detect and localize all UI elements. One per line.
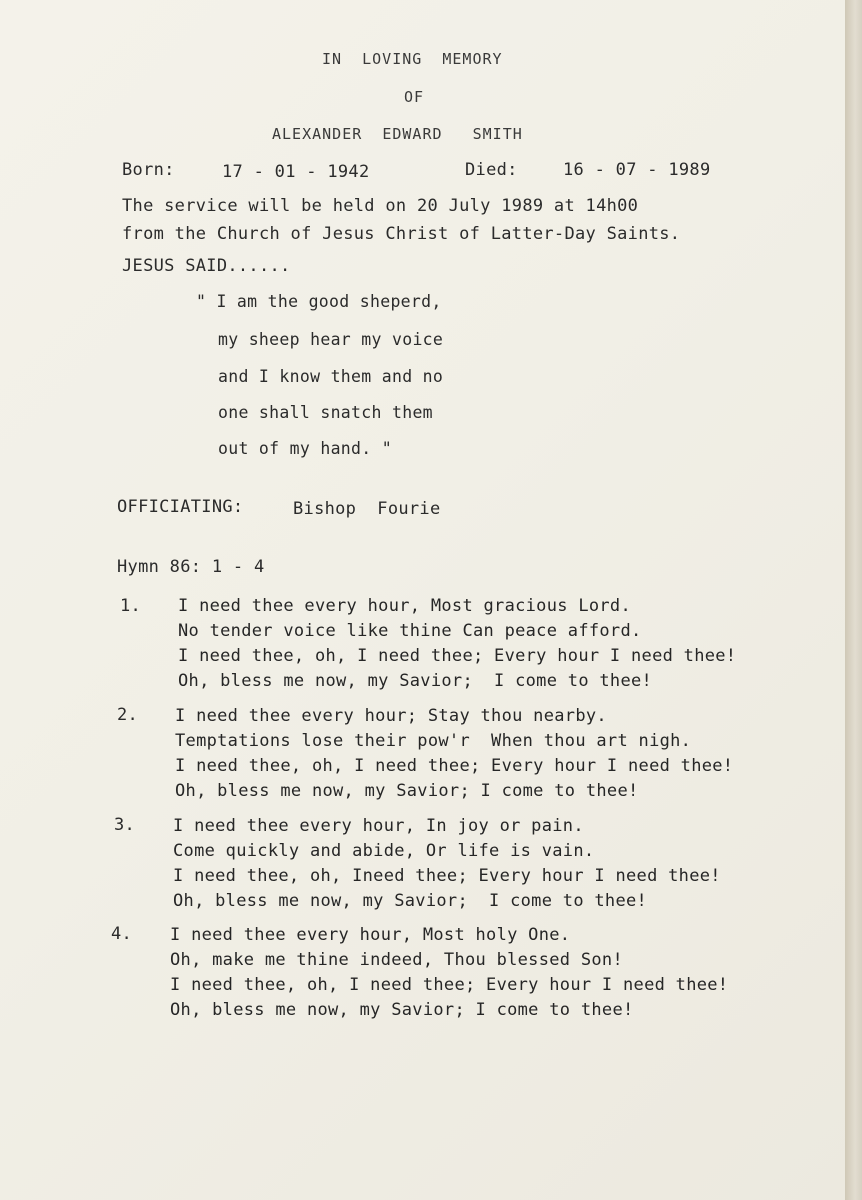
scripture-line: and I know them and no (218, 367, 444, 386)
verse-line: Oh, bless me now, my Savior; I come to thee! (178, 671, 653, 691)
verse-line: Oh, bless me now, my Savior; I come to thee! (173, 891, 648, 911)
page-edge (845, 0, 862, 1200)
verse-line: I need thee every hour, Most gracious Lord. (178, 596, 631, 616)
service-line-1: The service will be held on 20 July 1989 at 14h00 (122, 196, 639, 216)
died-value: 16 - 07 - 1989 (563, 160, 711, 180)
verse-line: I need thee, oh, I need thee; Every hour I need thee! (175, 756, 734, 776)
verse-number: 4. (111, 924, 133, 944)
scripture-line: one shall snatch them (218, 403, 433, 422)
verse-number: 2. (117, 705, 139, 725)
born-value: 17 - 01 - 1942 (222, 162, 370, 182)
officiating-name: Bishop Fourie (293, 499, 441, 519)
died-label: Died: (465, 160, 518, 180)
header-line-2: OF (404, 88, 425, 106)
hymn-title: Hymn 86: 1 - 4 (117, 557, 265, 577)
service-line-2: from the Church of Jesus Christ of Latter-Day Saints. (122, 224, 681, 244)
scripture-intro: JESUS SAID...... (122, 256, 291, 276)
verse-line: Come quickly and abide, Or life is vain. (173, 841, 595, 861)
verse-line: I need thee, oh, I need thee; Every hour I need thee! (178, 646, 737, 666)
verse-line: I need thee every hour; Stay thou nearby. (175, 706, 607, 726)
verse-line: I need thee every hour, Most holy One. (170, 925, 571, 945)
born-label: Born: (122, 160, 175, 180)
verse-line: Oh, bless me now, my Savior; I come to thee! (175, 781, 639, 801)
verse-line: Temptations lose their pow'r When thou art nigh. (175, 731, 692, 751)
scripture-line: my sheep hear my voice (218, 330, 444, 349)
verse-line: I need thee every hour, In joy or pain. (173, 816, 584, 836)
scripture-line: out of my hand. " (218, 439, 392, 458)
verse-number: 3. (114, 815, 136, 835)
header-line-1: IN LOVING MEMORY (322, 50, 503, 68)
deceased-name: ALEXANDER EDWARD SMITH (272, 125, 523, 143)
verse-line: No tender voice like thine Can peace afford. (178, 621, 642, 641)
verse-line: Oh, bless me now, my Savior; I come to thee! (170, 1000, 634, 1020)
verse-line: I need thee, oh, Ineed thee; Every hour I need thee! (173, 866, 721, 886)
verse-line: Oh, make me thine indeed, Thou blessed Son! (170, 950, 623, 970)
officiating-label: OFFICIATING: (117, 497, 244, 517)
scripture-line: " I am the good sheperd, (196, 292, 442, 311)
verse-line: I need thee, oh, I need thee; Every hour I need thee! (170, 975, 729, 995)
verse-number: 1. (120, 596, 142, 616)
